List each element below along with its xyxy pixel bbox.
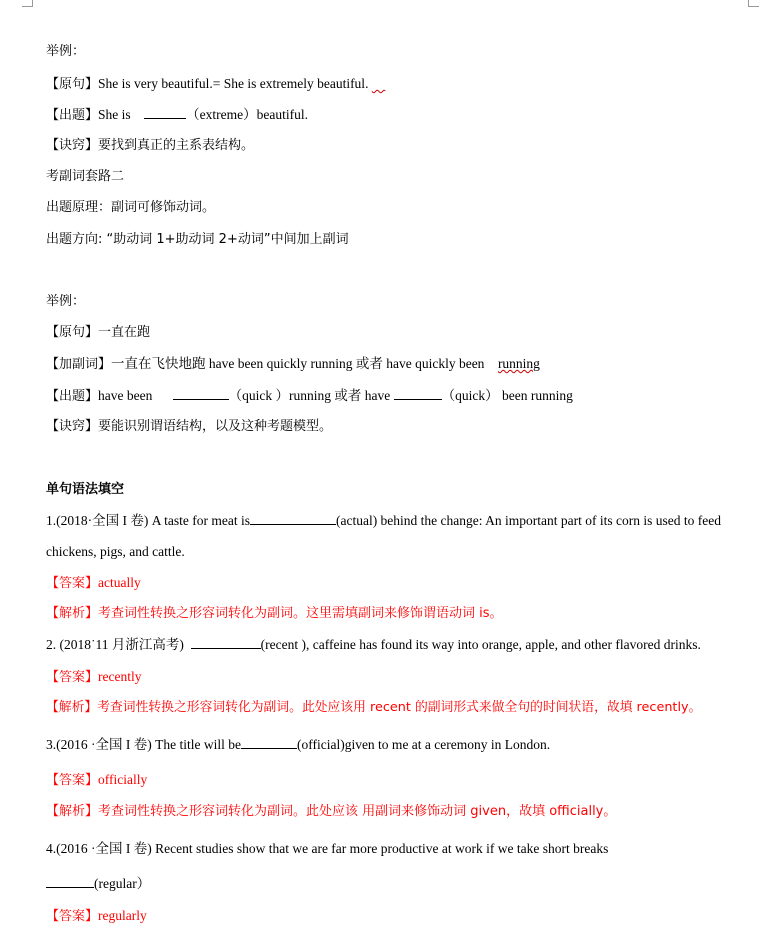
text: 要找到真正的主系表结构。 [98, 138, 255, 153]
text: recently [98, 669, 142, 684]
example-label: 举例： [46, 294, 86, 309]
text: （quick） been running [441, 388, 573, 403]
blank [191, 636, 261, 649]
question-1 [46, 512, 721, 530]
text: 一直在跑 [98, 325, 151, 340]
text: 3.(2016 ·全国 I 卷) The title will be [46, 737, 241, 752]
tag: 【原句】 [46, 325, 99, 340]
tag: 【诀窍】 [46, 419, 99, 434]
text: 2. (2018˙11 月浙江高考) [46, 637, 184, 652]
blank [46, 875, 94, 888]
exercise-title: 单句语法填空 [46, 482, 125, 497]
principle: 出题原理：副词可修饰动词。 [46, 200, 216, 215]
text: 1.(2018·全国 I 卷) A taste for meat is [46, 513, 250, 528]
text: officially [98, 772, 148, 787]
answer-4 [46, 907, 147, 926]
blank [241, 736, 297, 749]
question-4: 4.(2016 ·全国 I 卷) Recent studies show that we are far more productive at work if we take short breaks [46, 841, 609, 856]
explanation-1 [46, 605, 503, 623]
answer-2 [46, 668, 142, 687]
blank [250, 512, 336, 525]
text: 要能识别谓语结构，以及这种考题模型。 [98, 419, 333, 434]
blank [173, 387, 229, 400]
question-4-cont [46, 875, 150, 893]
text: She is [98, 107, 131, 122]
blank [144, 106, 186, 119]
text: （extreme）beautiful. [186, 107, 308, 122]
tag: 【出题】 [46, 389, 99, 404]
text: 考查词性转换之形容词转化为副词。这里需填副词来修饰谓语动词 is。 [98, 606, 503, 621]
answer-3 [46, 771, 147, 790]
tag: 【加副词】 [46, 357, 112, 372]
text: 一直在飞快地跑 have been quickly running 或者 have quickly been [111, 356, 485, 371]
tip [46, 137, 254, 155]
text: (actual) behind the change: An important part of its corn is used to feed [335, 513, 721, 528]
text: actually [98, 575, 141, 590]
tag: 【解析】 [46, 700, 98, 715]
direction: 出题方向: “助动词 1+助动词 2+动词”中间加上副词 [46, 232, 349, 247]
tag: 【原句】 [46, 77, 99, 92]
question-1-cont: chickens, pigs, and cattle. [46, 544, 185, 559]
tag: 【解析】 [46, 606, 99, 621]
text: (official)given to me at a ceremony in London. [296, 737, 551, 752]
original-sentence [46, 75, 385, 94]
text: She is very beautiful.= She is extremely beautiful. [98, 76, 369, 91]
text: regularly [98, 908, 147, 923]
text: （quick ）running 或者 have [228, 388, 391, 403]
tag: 【解析】 [46, 804, 99, 819]
question-sentence [46, 387, 573, 406]
question-2 [46, 636, 701, 654]
text: (recent ), caffeine has found its way into orange, apple, and other flavored drinks. [260, 637, 701, 652]
margin-corner-mark [748, 0, 759, 7]
question-sentence [46, 106, 308, 125]
tag: 【出题】 [46, 108, 99, 123]
original-sentence [46, 324, 150, 342]
text: (regular） [94, 876, 151, 891]
tip [46, 418, 332, 436]
tag: 【诀窍】 [46, 138, 99, 153]
text: 考查词性转换之形容词转化为副词。此处应该用 recent 的副词形式来做全句的时间状语，故填 recently。 [97, 700, 702, 715]
text: running [497, 356, 540, 371]
tag: 【答案】 [46, 670, 99, 685]
explanation-2 [46, 699, 701, 717]
answer-1 [46, 574, 141, 593]
text: 考查词性转换之形容词转化为副词。此处应该 用副词来修饰动词 given，故填 officially。 [98, 804, 617, 819]
question-3 [46, 736, 550, 754]
explanation-3 [46, 803, 616, 821]
tag: 【答案】 [46, 773, 99, 788]
section-heading: 考副词套路二 [46, 169, 125, 184]
margin-corner-mark [22, 0, 33, 7]
text: have been [98, 388, 153, 403]
tag: 【答案】 [46, 576, 99, 591]
example-label: 举例： [46, 44, 86, 59]
tag: 【答案】 [46, 909, 99, 924]
blank [394, 387, 442, 400]
adverb-added-sentence [46, 355, 540, 374]
